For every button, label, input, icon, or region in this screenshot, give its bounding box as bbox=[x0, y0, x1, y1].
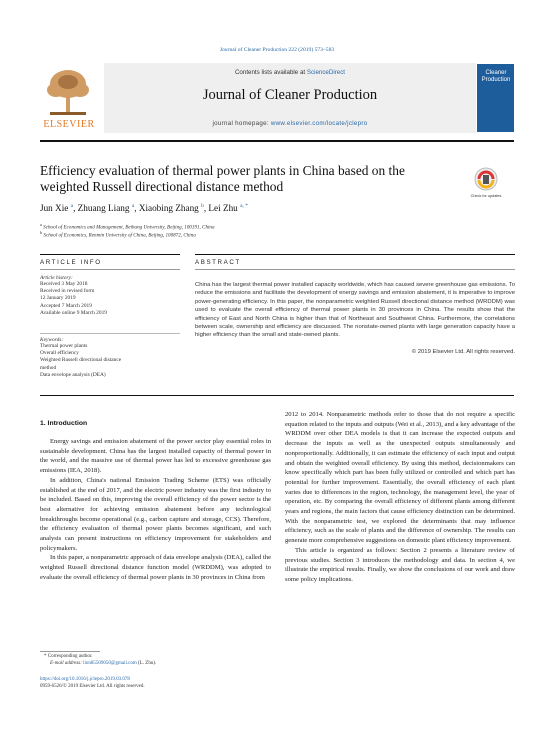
cover-title: Cleaner Production bbox=[481, 70, 511, 83]
email-note bbox=[50, 661, 156, 666]
author-affil-mark: b bbox=[201, 203, 204, 209]
history-item: Accepted 7 March 2019 bbox=[40, 302, 92, 309]
author-name[interactable]: Zhuang Liang bbox=[77, 203, 130, 214]
title-line-1: Efficiency evaluation of thermal power plants in China based on the bbox=[40, 163, 405, 178]
title-line-2: weighted Russell directional distance method bbox=[40, 179, 284, 194]
history-item: Received in revised form bbox=[40, 288, 95, 295]
corresponding-author-note: * Corresponding author. bbox=[44, 654, 93, 659]
affiliation-text: School of Economics and Management, Beihang University, Beijing, 100191, China bbox=[43, 224, 215, 231]
article-info-rule bbox=[40, 269, 180, 270]
body-paragraph: This article is organized as follows: Section 2 presents a literature review of previous studies. Section 3 introduces the methodology and data. In section 4, we illustrate the empirical results. Finally, we show the conclusions of our work and draw some policy implications. bbox=[285, 546, 515, 583]
keyword: Thermal power plants bbox=[40, 343, 88, 349]
body-rule bbox=[40, 395, 514, 396]
article-info-rule-top bbox=[40, 254, 180, 255]
right-column bbox=[285, 410, 515, 585]
header-rule bbox=[40, 140, 514, 142]
elsevier-wordmark: ELSEVIER bbox=[43, 119, 95, 130]
history-item: 12 January 2019 bbox=[40, 295, 76, 302]
author-affil-mark: a, * bbox=[240, 203, 249, 209]
author-name[interactable]: Xiaobing Zhang bbox=[138, 203, 199, 214]
keyword: Data envelope analysis (DEA) bbox=[40, 371, 106, 378]
contents-prefix: Contents lists available at bbox=[234, 69, 307, 76]
contents-line bbox=[104, 69, 476, 76]
abstract-text: China has the largest thermal power installed capacity worldwide, which has caused severe greenhouse gas emissions. To reduce the emissions and facilitate the development of energy savings and emission abatement, it is imperative to improve power-generating efficiency. In this paper, the nonparametric weighted Russell directional distance method (WRDDM) was used to evaluate the overall efficiency of thermal power plants in 30 provinces in China. The results show that the efficiency of East and North China is higher than that of Northeast and Southwest China. Furthermore, the correlations between scale, ownership and efficiency are discussed. The nonstate-owned plants with large generation capacity have a higher efficiency than the small and state-owned plants. bbox=[195, 282, 515, 339]
section-heading: 1. Introduction bbox=[40, 420, 88, 427]
keyword: method bbox=[40, 364, 57, 371]
affiliation bbox=[40, 230, 196, 239]
doi-line bbox=[40, 677, 130, 682]
journal-citation[interactable]: Journal of Cleaner Production 222 (2019) 573–583 bbox=[219, 47, 335, 53]
abstract-heading: ABSTRACT bbox=[195, 259, 241, 266]
affiliation-mark: a bbox=[40, 222, 42, 227]
footnote-rule bbox=[40, 651, 100, 652]
keywords-rule bbox=[40, 333, 180, 334]
journal-title: Journal of Cleaner Production bbox=[202, 87, 378, 103]
homepage-prefix: journal homepage: bbox=[212, 120, 271, 127]
author-affil-mark: a bbox=[70, 203, 74, 209]
doi-link[interactable]: https://doi.org/10.1016/j.jclepro.2019.03.078 bbox=[40, 677, 130, 682]
body-paragraph: 2012 to 2014. Nonparametric methods refer to those that do not require a specific equation related to the inputs and outputs (Wei et al., 2013), and a key advantage of the WRDDM over other DEA models is that it can increase the expected outputs and decrease the inputs as well as the unexpected outputs simultaneously and nonproportionally. Additionally, it can estimate the efficiency of each input and output and obtain the weighted overall efficiency. By using this method, decisionmakers can know specifically which part has been fully utilized or controlled and which part has potential for further improvement. Essentially, the overall efficiency of each plant varies due to differences in the region, technology, the management level, the year of operation, etc. By comparing the overall efficiency of different plants among different years and regions, the main factors that cause efficiency distinction can be determined. With the nonparametric test, we explored the determinants that may influence efficiency, such as the scale of plants and the difference of ownership. The results can generate more comprehensive suggestions on domestic plant efficiency improvement. bbox=[285, 411, 515, 545]
body-paragraph: In this paper, a nonparametric approach of data envelope analysis (DEA), called the weighted Russell directional distance function model (WRDDM), was adopted to evaluate the overall efficiency of thermal power plants in 30 provinces in China from bbox=[40, 554, 271, 581]
author-affil-mark: a bbox=[131, 203, 135, 209]
journal-homepage bbox=[104, 120, 476, 127]
abstract-rule bbox=[195, 269, 515, 270]
left-column bbox=[40, 437, 271, 583]
sciencedirect-link[interactable]: ScienceDirect bbox=[306, 69, 346, 76]
keyword: Weighted Russell directional distance bbox=[40, 357, 122, 364]
body-paragraph: Energy savings and emission abatement of the power sector play essential roles in sustainable development. China has the largest installed capacity of thermal power in the world, and the massive use of thermal power has led to excessive greenhouse gas emissions (IEA, 2018). bbox=[40, 438, 271, 475]
keywords-block bbox=[40, 337, 180, 379]
homepage-link[interactable]: www.elsevier.com/locate/jclepro bbox=[270, 120, 368, 127]
issn-line: 0959-6526/© 2019 Elsevier Ltd. All rights reserved. bbox=[40, 684, 145, 689]
keyword: Overall efficiency bbox=[40, 350, 79, 357]
affiliation-text: School of Economics, Renmin University of China, Beijing, 100872, China bbox=[43, 232, 196, 239]
author-name[interactable]: Lei Zhu bbox=[208, 203, 238, 214]
body-paragraph: In addition, China's national Emission Trading Scheme (ETS) was officially established at the end of 2017, and the electric power industry was the first industry to be included. Based on this, improving the overall efficiency of the power sector is the best alternative for achieving emission abatement before any technological breakthroughs become operational (e.g., carbon capture and storage, CCS). Therefore, the efficiency evaluation of thermal power plants becomes significant, and such analysis can present instructions on efficiency improvement for stakeholders and policymakers. bbox=[40, 476, 271, 552]
email-suffix: (L. Zhu). bbox=[138, 661, 157, 666]
check-for-updates-label[interactable]: Check for updates bbox=[470, 194, 502, 198]
article-info-heading: ARTICLE INFO bbox=[40, 259, 102, 266]
elsevier-logo bbox=[40, 64, 98, 132]
email-label: E-mail address: bbox=[50, 661, 82, 666]
article-title bbox=[40, 163, 460, 195]
abstract-rule-top bbox=[195, 254, 515, 255]
check-for-updates-icon[interactable] bbox=[473, 166, 499, 194]
abstract-body bbox=[195, 281, 515, 340]
author-name[interactable]: Jun Xie bbox=[40, 203, 69, 214]
email-link[interactable]: lion85509050@gmail.com bbox=[83, 661, 137, 666]
history-label: Article history: bbox=[40, 275, 73, 281]
affiliation-mark: b bbox=[40, 230, 43, 235]
author-list: Jun Xie $^a$, Zhuang Liang $^a$, Xiaobing Zhang $^b$, Lei Zhu $^{a, *}$ bbox=[40, 203, 249, 214]
history-item: Received 3 May 2018 bbox=[40, 281, 88, 287]
abstract-copyright: © 2019 Elsevier Ltd. All rights reserved. bbox=[411, 349, 515, 355]
history-item: Available online 9 March 2019 bbox=[40, 309, 107, 316]
keywords-label: Keywords: bbox=[40, 337, 64, 343]
article-history bbox=[40, 275, 180, 317]
